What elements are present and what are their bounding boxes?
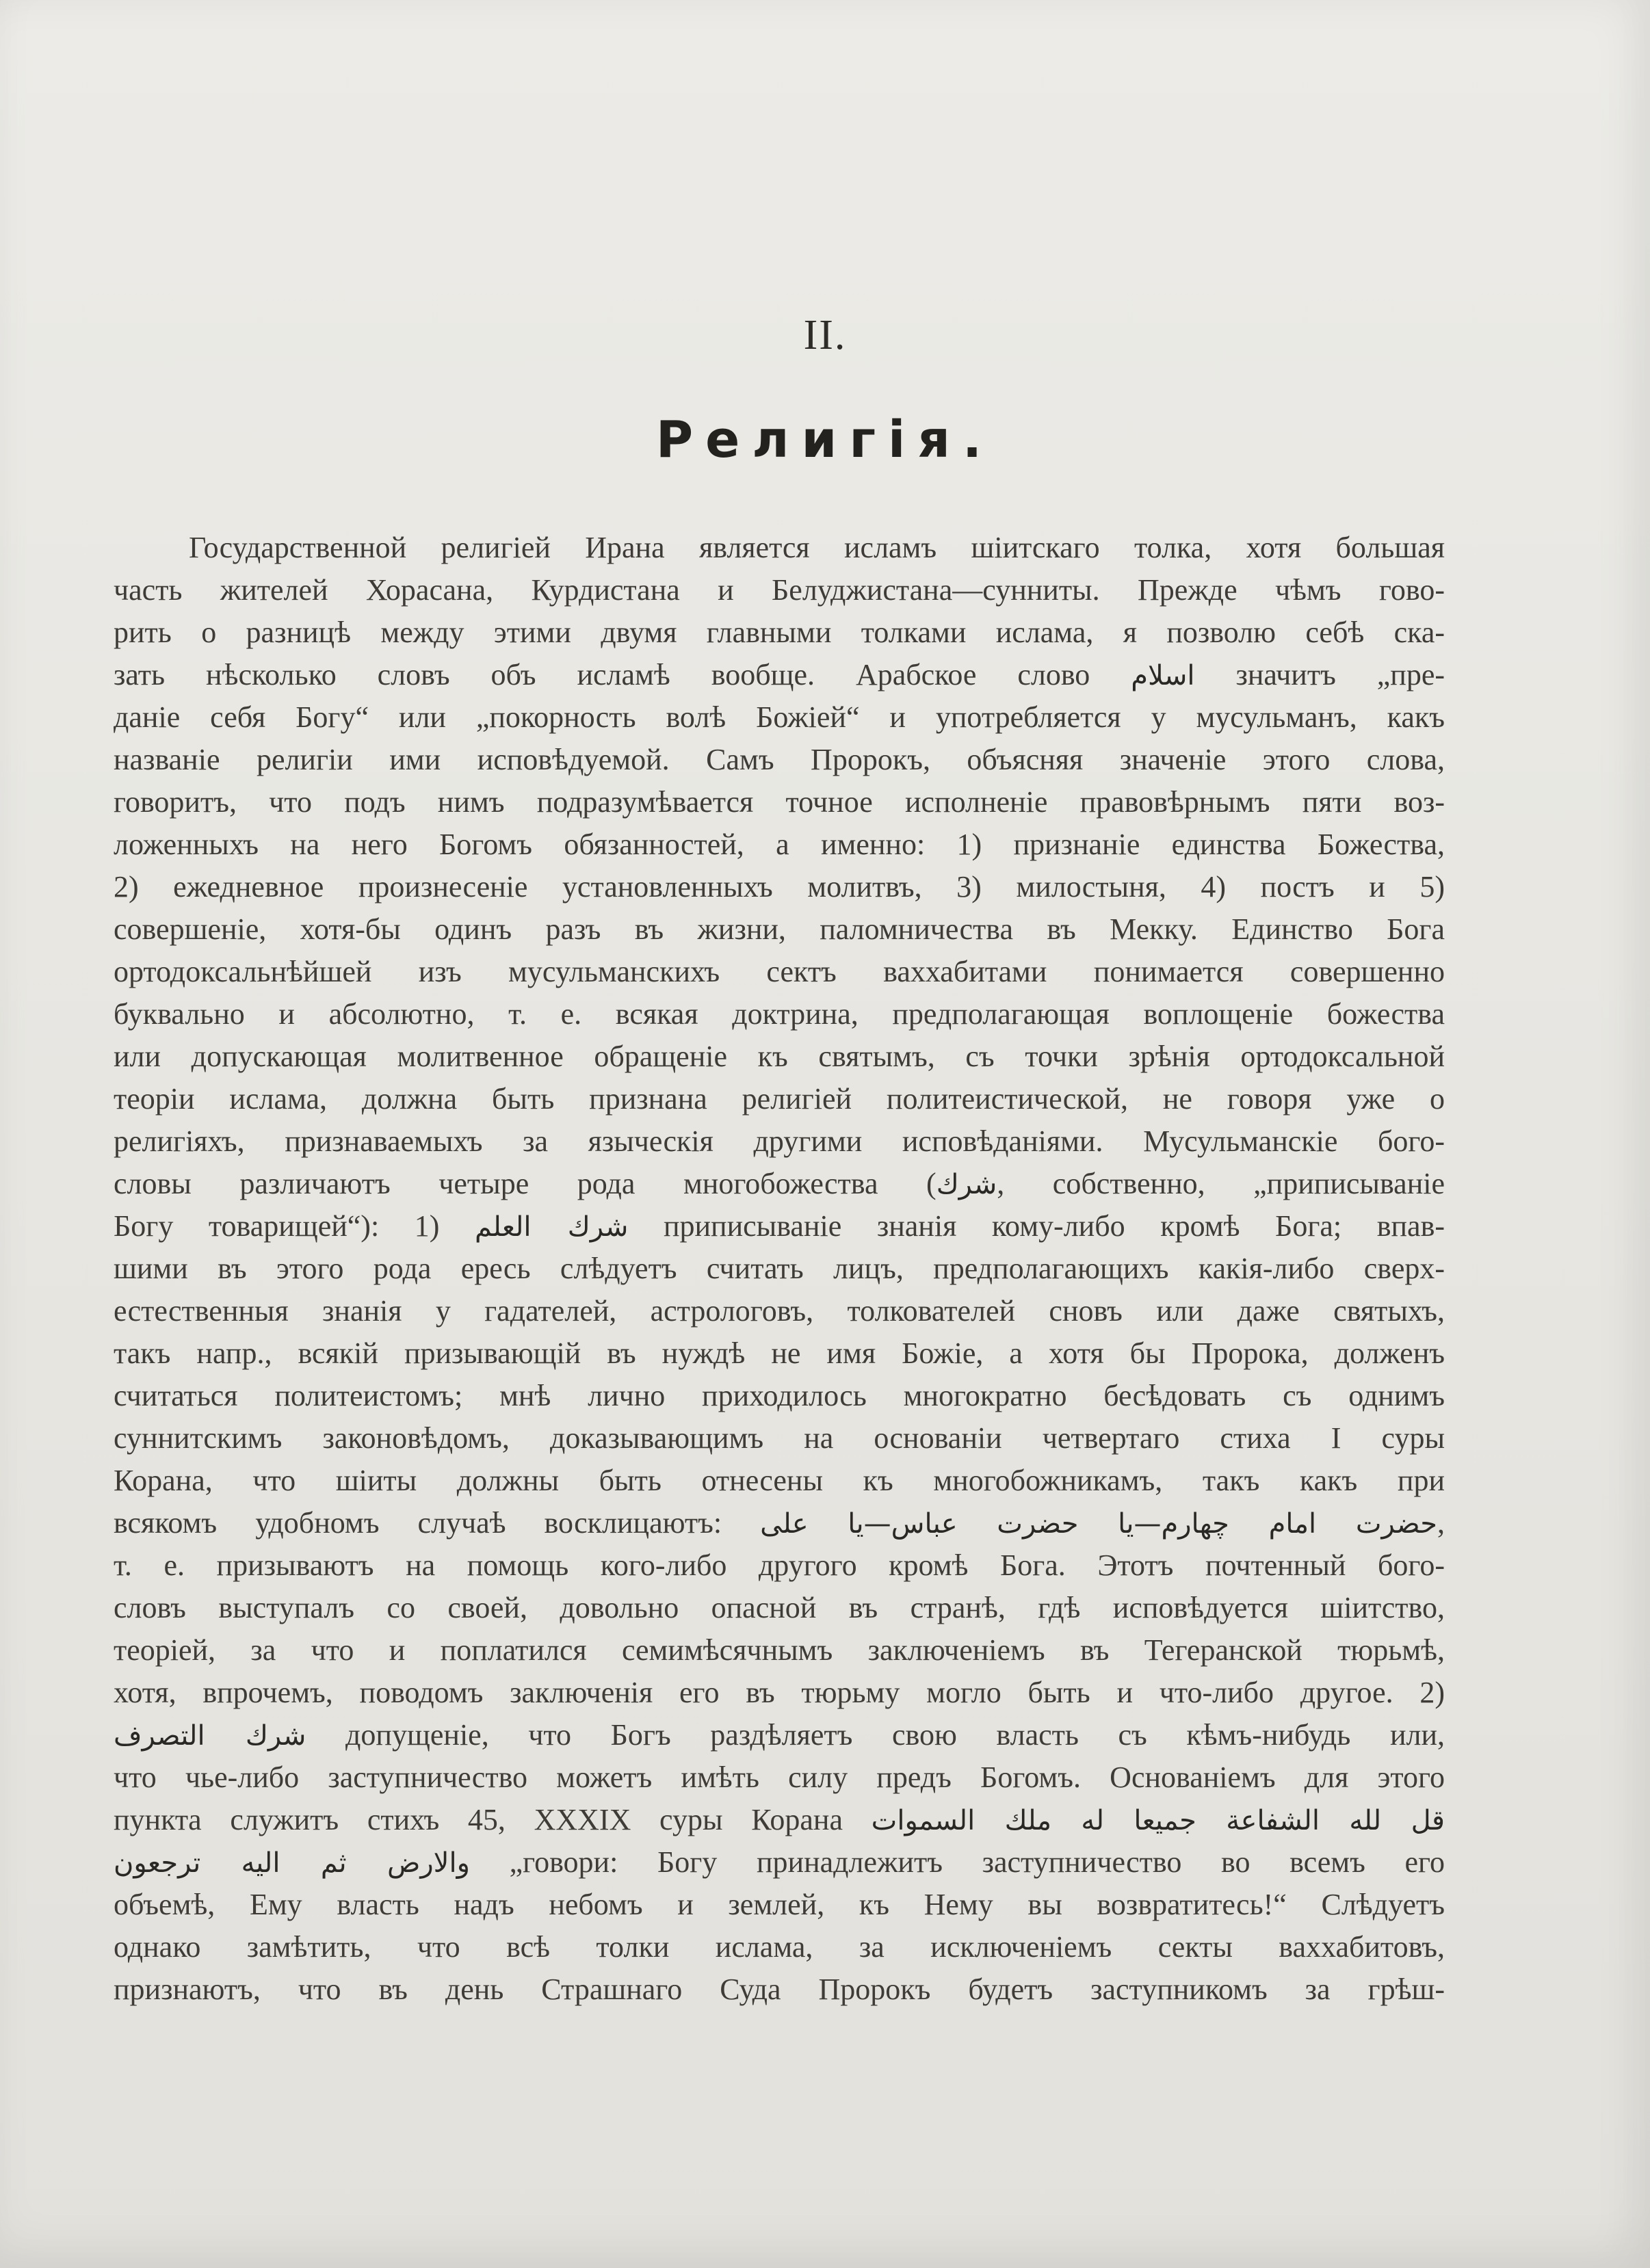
text-line: однако замѣтить, что всѣ толки ислама, за исключеніемъ секты ваххабитовъ, bbox=[114, 1930, 1445, 1964]
text-line: суннитскимъ законовѣдомъ, доказывающимъ на основаніи четвертаго стиха I суры bbox=[114, 1421, 1445, 1455]
arabic-word-shirk: شرك bbox=[936, 1169, 997, 1200]
arabic-quran-verse-part2: والارض ثم اليه ترجعون bbox=[114, 1847, 470, 1879]
text-line bbox=[114, 1799, 1445, 1841]
text-line: Государственной религіей Ирана является исламъ шіитскаго толка, хотя большая bbox=[189, 531, 1445, 564]
text-line: совершеніе, хотя-бы одинъ разъ въ жизни, паломничества въ Мекку. Единство Бога bbox=[114, 912, 1445, 946]
text-line: рить о разницѣ между этими двумя главными толками ислама, я позволю себѣ ска- bbox=[114, 616, 1445, 649]
text-line bbox=[114, 1163, 1445, 1205]
chapter-title: Религія. bbox=[655, 410, 995, 469]
arabic-word-islam: اسلام bbox=[1131, 660, 1195, 691]
text-line: признаютъ, что въ день Страшнаго Суда Пророкъ будетъ заступникомъ за грѣш- bbox=[114, 1973, 1445, 2006]
text-fragment: допущеніе, что Богъ раздѣляетъ свою власть съ кѣмъ-нибудь или, bbox=[345, 1718, 1445, 1752]
text-line bbox=[114, 1502, 1445, 1544]
text-fragment: Богу товарищей“): 1) bbox=[114, 1209, 440, 1243]
chapter-number: II. bbox=[803, 312, 847, 358]
text-line: даніе себя Богу“ или „покорность волѣ Божіей“ и употребляется у мусульманъ, какъ bbox=[114, 700, 1445, 734]
text-line: 2) ежедневное произнесеніе установленныхъ молитвъ, 3) милостыня, 4) постъ и 5) bbox=[114, 870, 1445, 904]
text-line bbox=[114, 654, 1445, 696]
text-line: Корана, что шіиты должны быть отнесены къ многобожникамъ, такъ какъ при bbox=[114, 1464, 1445, 1497]
text-fragment: пунктa служитъ стихъ 45, XXXIX суры Корана bbox=[114, 1803, 843, 1836]
text-line: теоріей, за что и поплатился семимѣсячнымъ заключеніемъ въ Тегеранской тюрьмѣ, bbox=[114, 1633, 1445, 1667]
text-line: религіяхъ, признаваемыхъ за языческія другими исповѣданіями. Мусульманскіе бого- bbox=[114, 1124, 1445, 1158]
text-line: шими въ этого рода ересь слѣдуетъ считать лицъ, предполагающихъ какія-либо сверх- bbox=[114, 1252, 1445, 1285]
text-line: хотя, впрочемъ, поводомъ заключенія его въ тюрьму могло быть и что-либо другое. 2) bbox=[114, 1676, 1445, 1709]
text-fragment: значитъ „пре- bbox=[1235, 658, 1445, 691]
text-line bbox=[114, 1205, 1445, 1248]
text-line: считаться политеистомъ; мнѣ лично приходилось многократно бесѣдовать съ однимъ bbox=[114, 1379, 1445, 1412]
text-line: названіе религіи ими исповѣдуемой. Самъ Пророкъ, объясняя значеніе этого слова, bbox=[114, 743, 1445, 776]
text-line: что чье-либо заступничество можетъ имѣть силу предъ Богомъ. Основаніемъ для этого bbox=[114, 1761, 1445, 1794]
text-line: говоритъ, что подъ нимъ подразумѣвается точное исполненіе правовѣрнымъ пяти воз- bbox=[114, 785, 1445, 819]
arabic-quran-verse-part1: قل لله الشفاعة جميعا له ملك السموات bbox=[871, 1805, 1445, 1836]
text-line: объемѣ, Ему власть надъ небомъ и землей, къ Нему вы возвратитесь!“ Слѣдуетъ bbox=[114, 1888, 1445, 1921]
text-line: ортодоксальнѣйшей изъ мусульманскихъ сектъ ваххабитами понимается совершенно bbox=[114, 955, 1445, 988]
text-line: или допускающая молитвенное обращеніе къ святымъ, съ точки зрѣнія ортодоксальной bbox=[114, 1040, 1445, 1073]
arabic-invocation: حضرت امام چهارم—يا حضرت عباس—يا على bbox=[760, 1508, 1437, 1540]
text-fragment: , собственно, „приписываніе bbox=[997, 1167, 1445, 1200]
text-line: словъ выступалъ со своей, довольно опасной въ странѣ, гдѣ исповѣдуется шіитство, bbox=[114, 1591, 1445, 1624]
text-line bbox=[114, 1714, 1445, 1756]
text-fragment: зать нѣсколько словъ объ исламѣ вообще. Арабское слово bbox=[114, 658, 1090, 691]
text-line: теоріи ислама, должна быть признана религіей политеистической, не говоря уже о bbox=[114, 1082, 1445, 1116]
text-fragment: словы различаютъ четыре рода многобожества ( bbox=[114, 1167, 937, 1200]
text-line bbox=[114, 1841, 1445, 1884]
text-line: буквально и абсолютно, т. е. всякая доктрина, предполагающая воплощеніе божества bbox=[114, 997, 1445, 1031]
text-fragment: приписываніе знанія кому-либо кромѣ Бога; впав- bbox=[663, 1209, 1445, 1243]
text-fragment: всякомъ удобномъ случаѣ восклицаютъ: bbox=[114, 1506, 722, 1540]
text-line: такъ напр., всякій призывающій въ нуждѣ не имя Божіе, а хотя бы Пророка, долженъ bbox=[114, 1336, 1445, 1370]
text-line: естественныя знанія у гадателей, астрологовъ, толкователей сновъ или даже святыхъ, bbox=[114, 1294, 1445, 1328]
text-fragment: „говори: Богу принадлежитъ заступничество во всемъ его bbox=[509, 1845, 1445, 1879]
text-line: часть жителей Хорасана, Курдистана и Белуджистана—сунниты. Прежде чѣмъ гово- bbox=[114, 573, 1445, 607]
arabic-shirk-al-tasarruf: شرك التصرف bbox=[114, 1720, 306, 1752]
text-line: ложенныхъ на него Богомъ обязанностей, а именно: 1) признаніе единства Божества, bbox=[114, 828, 1445, 861]
text-line: т. е. призываютъ на помощь кого-либо другого кромѣ Бога. Этотъ почтенный бого- bbox=[114, 1548, 1445, 1582]
arabic-shirk-al-ilm: شرك العلم bbox=[475, 1211, 629, 1243]
chapter-body bbox=[114, 527, 1445, 2011]
text-fragment: , bbox=[1437, 1506, 1445, 1540]
